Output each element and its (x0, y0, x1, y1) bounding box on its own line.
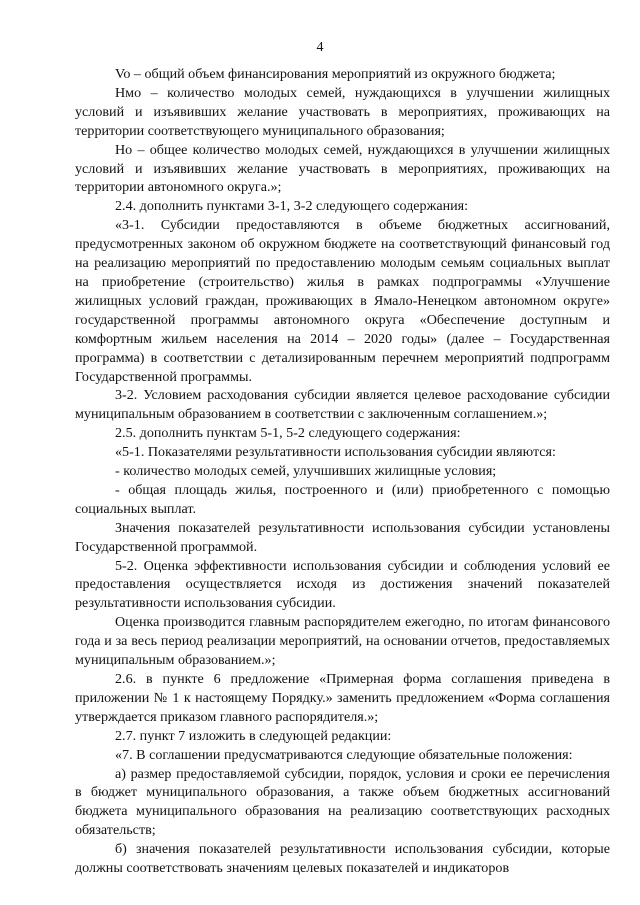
paragraph-5-1: «5-1. Показателями результативности использования субсидии являются: (115, 444, 556, 461)
paragraph-no-definition: Но – общее количество молодых семей, нуждающихся в улучшении жилищных условий и изъявивших желание участвовать в мероприятиях, проживающих на территории автономного округа.»; (75, 141, 610, 196)
paragraph-evaluation: Оценка производится главным распорядителем ежегодно, по итогам финансового года и за весь период реализации мероприятий, на основании отчетов, предоставляемых муниципальным образованием.»; (75, 614, 610, 669)
paragraph-2-6: 2.6. в пункте 6 предложение «Примерная форма соглашения приведена в приложении № 1 к настоящему Порядку.» заменить предложением «Форма соглашения утверждается приказом главного распорядителя.»; (75, 671, 610, 725)
paragraph-7-b: б) значения показателей результативности использования субсидии, которые должны соответствовать значениям целевых показателей и индикаторов (75, 841, 610, 877)
paragraph-3-1: «3-1. Субсидии предоставляются в объеме бюджетных ассигнований, предусмотренных законом об окружном бюджете на соответствующий финансовый год на реализацию мероприятий по предоставлению молодым семьям социальных выплат на приобретение (строительство) жилья в рамках подпрограммы «Улучшение жилищных условий граждан, проживающих в Ямало-Ненецком автономном округе» государственной программы автономного округа «Обеспечение доступным и комфортным жильем населения на 2014 – 2020 годы» (далее – Государственная программа) в соответствии с детализированным перечнем мероприятий подпрограмм Государственной программы. (75, 217, 610, 385)
list-item-families: - количество молодых семей, улучшивших жилищные условия; (115, 463, 497, 480)
paragraph-7: «7. В соглашении предусматриваются следующие обязательные положения: (115, 746, 573, 763)
list-item-area: - общая площадь жилья, построенного и (или) приобретенного с помощью социальных выплат. (75, 481, 610, 517)
paragraph-2-7: 2.7. пункт 7 изложить в следующей редакции: (115, 727, 392, 744)
paragraph-7-a: а) размер предоставляемой субсидии, порядок, условия и сроки ее перечисления в бюджет муниципального образования, а также объем бюджетных ассигнований бюджета муниципального образования на реализацию соответствующих расходных обязательств; (75, 765, 610, 839)
paragraph-nmo-definition: Нмо – количество молодых семей, нуждающихся в улучшении жилищных условий и изъявивших желание участвовать в мероприятиях, проживающих на территории соответствующего муниципального образования; (75, 84, 610, 139)
page-number: 4 (316, 40, 324, 55)
paragraph-3-2: 3-2. Условием расходования субсидии является целевое расходование субсидии муниципальным образованием в соответствии с заключенным соглашением.»; (75, 387, 610, 423)
paragraph-2-5: 2.5. дополнить пунктам 5-1, 5-2 следующего содержания: (115, 425, 461, 442)
paragraph-indicator-values: Значения показателей результативности использования субсидии установлены Государственной программой. (75, 519, 610, 555)
document-body (75, 65, 610, 878)
paragraph-5-2: 5-2. Оценка эффективности использования субсидии и соблюдения условий ее предоставления осуществляется исходя из достижения значений показателей результативности использования субсидии. (75, 557, 610, 612)
paragraph-2-4: 2.4. дополнить пунктами 3-1, 3-2 следующего содержания: (115, 198, 469, 215)
paragraph-vo-definition: Vo – общий объем финансирования мероприятий из окружного бюджета; (115, 66, 556, 82)
